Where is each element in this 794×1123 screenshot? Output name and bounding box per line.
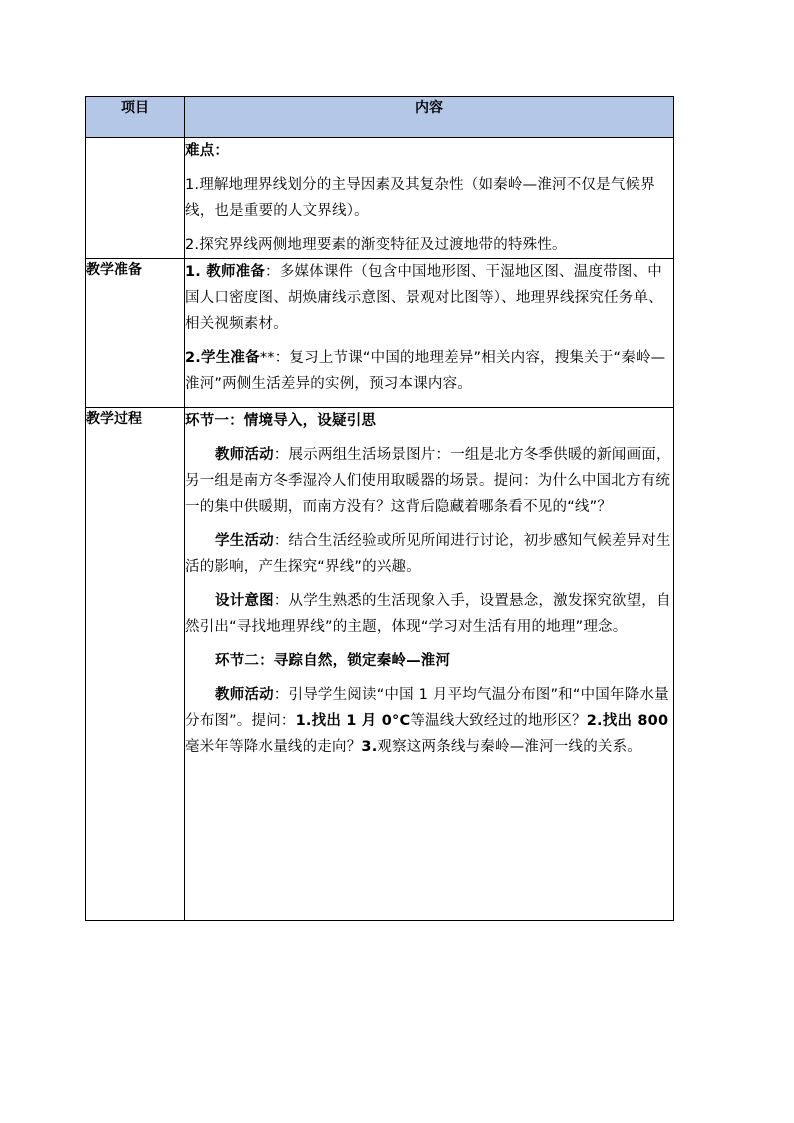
difficulties-cell xyxy=(185,138,674,259)
teacher-preparation-text: ：多媒体课件（包含中国地形图、干湿地区图、温度带图、中国人口密度图、胡焕庸线示意图、景观对比图等）、地理界线探究任务单、相关视频素材。 xyxy=(185,264,663,332)
preparation-cell xyxy=(185,259,674,408)
stage1-design-text: ：从学生熟悉的生活现象入手，设置悬念，激发探究欲望，自然引出“寻找地理界线”的主题，体现“学习对生活有用的地理”理念。 xyxy=(185,593,671,635)
stage1-design-label: 设计意图 xyxy=(215,593,274,609)
stage2-question-3: 3. xyxy=(361,739,378,755)
stage2-question-1: 1.找出 1 月 0°C xyxy=(295,713,411,729)
difficulty-item-2: 2.探究界线两侧地理要素的渐变特征及过渡地带的特殊性。 xyxy=(185,237,567,253)
stage2-teacher-text-a: ：引导学生阅读“中国 1 月平均气温分布图”和“中国年降水量分布图”。提问： xyxy=(185,687,669,729)
table-row xyxy=(86,259,674,408)
row-label-empty xyxy=(86,138,185,259)
stage1-student-text: ：结合生活经验或所见所闻进行讨论，初步感知气候差异对生活的影响，产生探究“界线”的兴趣。 xyxy=(185,533,671,575)
row-label-process: 教学过程 xyxy=(86,408,185,921)
header-item: 项目 xyxy=(86,97,185,138)
student-preparation-text: **：复习上节课“中国的地理差异”相关内容，搜集关于“秦岭—淮河”两侧生活差异的实例，预习本课内容。 xyxy=(185,350,666,392)
stage1-design-intent xyxy=(185,588,673,640)
difficulties-heading: 难点： xyxy=(185,143,230,159)
teacher-preparation xyxy=(185,259,673,337)
stage2-teacher-text-b: 等温线大致经过的地形区？ xyxy=(410,713,587,729)
lesson-plan-table xyxy=(85,96,674,921)
stage1-title: 环节一：情境导入，设疑引思 xyxy=(185,413,377,429)
student-preparation-label: 2.学生准备 xyxy=(185,350,260,366)
stage2-teacher-label: 教师活动 xyxy=(215,687,274,703)
table-row xyxy=(86,138,674,259)
stage1-student-activity xyxy=(185,528,673,580)
difficulty-item-1: 1.理解地理界线划分的主导因素及其复杂性（如秦岭—淮河不仅是气候界线，也是重要的人文界线）。 xyxy=(185,177,655,219)
stage2-teacher-text-c: 毫米年等降水量线的走向？ xyxy=(185,739,362,755)
student-preparation xyxy=(185,345,673,397)
teacher-preparation-label: 1. 教师准备 xyxy=(185,264,266,280)
stage2-teacher-activity xyxy=(185,682,673,760)
table-row xyxy=(86,408,674,921)
process-cell xyxy=(185,408,674,921)
stage1-teacher-label: 教师活动 xyxy=(215,447,274,463)
stage1-teacher-activity xyxy=(185,442,673,520)
header-content: 内容 xyxy=(185,97,674,138)
stage2-question-2: 2.找出 800 xyxy=(586,713,669,729)
stage1-teacher-text: ：展示两组生活场景图片：一组是北方冬季供暖的新闻画面，另一组是南方冬季湿冷人们使用取暖器的场景。提问：为什么中国北方有统一的集中供暖期，而南方没有？这背后隐藏着哪条看不见的“线”？ xyxy=(185,447,671,515)
stage2-teacher-text-d: 观察这两条线与秦岭—淮河一线的关系。 xyxy=(377,739,643,755)
stage1-student-label: 学生活动 xyxy=(215,533,274,549)
stage2-title: 环节二：寻踪自然，锁定秦岭—淮河 xyxy=(215,653,451,669)
row-label-preparation: 教学准备 xyxy=(86,259,185,408)
table-header-row xyxy=(86,97,674,138)
